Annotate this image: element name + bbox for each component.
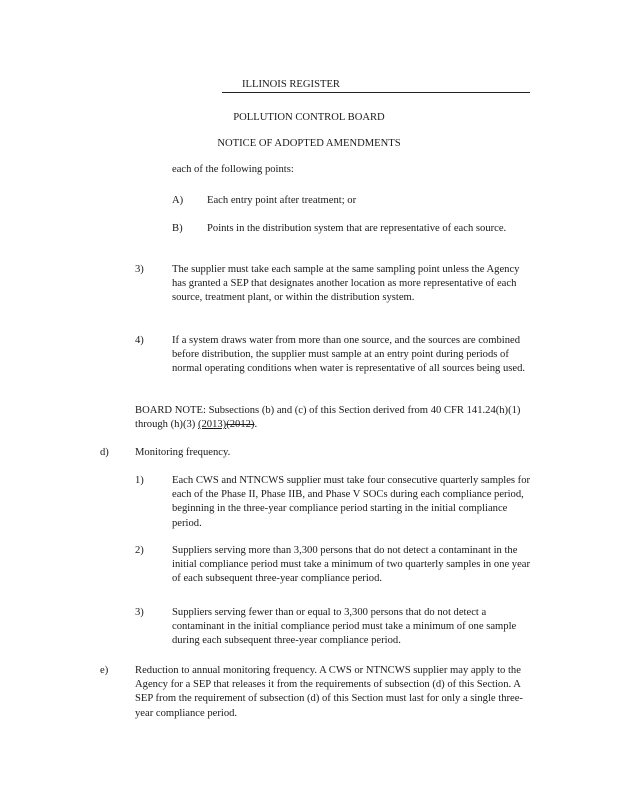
- item-4-text: If a system draws water from more than one source, and the sources are combined before distribution, the supplier must sample at an entry point during periods of normal operating conditions when water is representative of all sources being used.: [172, 335, 526, 375]
- point-a-label: A): [172, 195, 184, 206]
- sub-d-label: d): [100, 447, 109, 458]
- item-3-text: The supplier must take each sample at the same sampling point unless the Agency has granted a SEP that designates another location as more representative of each source, treatment plant, or within the distribution system.: [172, 264, 520, 304]
- point-b-text: Points in the distribution system that are representative of each source.: [207, 223, 507, 234]
- notice-title: NOTICE OF ADOPTED AMENDMENTS: [217, 138, 401, 149]
- board-note-text: BOARD NOTE: Subsections (b) and (c) of this Section derived from 40 CFR 141.24(h)(1) through (h)(3): [135, 405, 521, 431]
- board-note: [135, 404, 535, 432]
- d2-label: 2): [135, 545, 144, 556]
- sub-e-label: e): [100, 665, 109, 676]
- board-note-end: .: [254, 419, 258, 431]
- sub-d-text: Monitoring frequency.: [135, 447, 231, 458]
- register-title: ILLINOIS REGISTER: [222, 78, 530, 93]
- d1-text: Each CWS and NTNCWS supplier must take four consecutive quarterly samples for each of the Phase II, Phase IIB, and Phase V SOCs during each compliance period, beginning in the three-year compliance period starting in the initial compliance period.: [172, 475, 531, 529]
- sub-e-text: Reduction to annual monitoring frequency. A CWS or NTNCWS supplier may apply to the Agency for a SEP that releases it from the requirements of subsection (d) of this Section. A SEP from the requirement of subsection (d) of this Section must last for only a single three-year compliance period.: [135, 665, 523, 719]
- item-3-label: 3): [135, 264, 144, 275]
- d3-label: 3): [135, 607, 144, 618]
- board-note-struck-year: (2012): [226, 419, 255, 431]
- board-title: POLLUTION CONTROL BOARD: [233, 112, 385, 123]
- point-b-label: B): [172, 223, 183, 234]
- d3-text: Suppliers serving fewer than or equal to 3,300 persons that do not detect a contaminant in the initial compliance period must take a minimum of one sample during each subsequent three-year compliance period.: [172, 607, 517, 647]
- point-a-text: Each entry point after treatment; or: [207, 195, 357, 206]
- d1-label: 1): [135, 475, 144, 486]
- board-note-inserted-year: (2013): [197, 419, 227, 431]
- d2-text: Suppliers serving more than 3,300 persons that do not detect a contaminant in the initial compliance period must take a minimum of two quarterly samples in one year of each subsequent three-year compliance period.: [172, 545, 531, 585]
- intro-text: each of the following points:: [172, 164, 294, 175]
- item-4-label: 4): [135, 335, 144, 346]
